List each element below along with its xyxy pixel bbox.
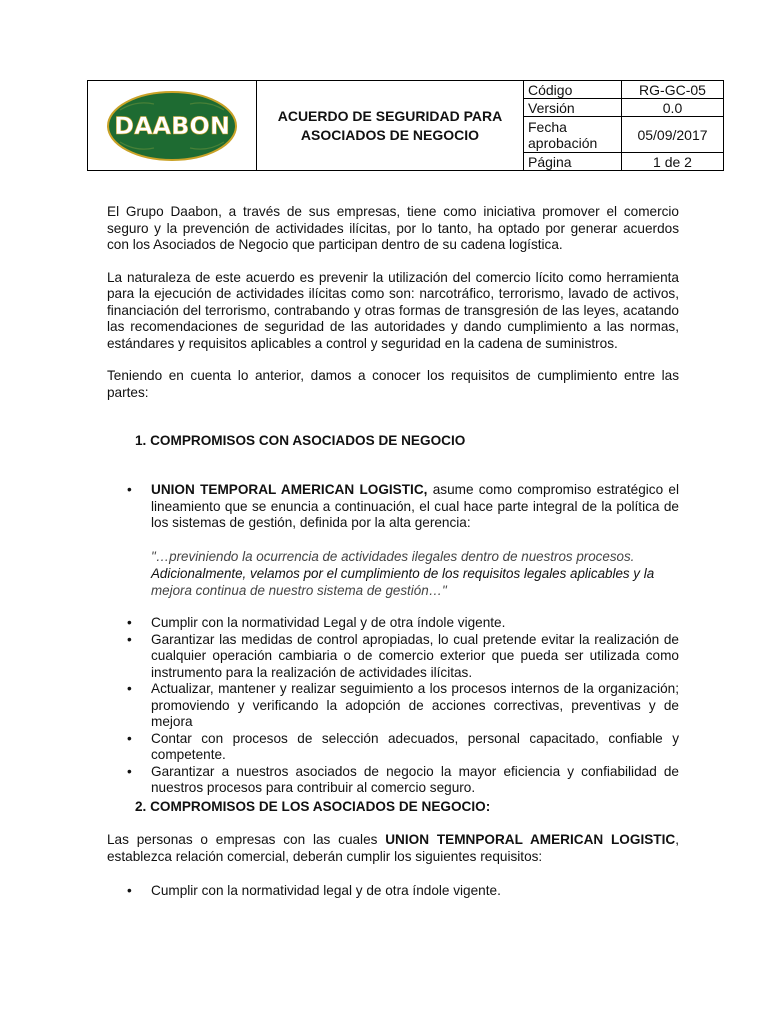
version-value: 0.0 (622, 99, 724, 117)
list-item (107, 632, 679, 682)
list-item-text: Garantizar a nuestros asociados de negocio la mayor eficiencia y confiabilidad de nuestros procesos para contribuir al comercio seguro. (151, 763, 679, 795)
document-title (257, 81, 524, 171)
bullet-icon: • (127, 763, 132, 779)
list-item (107, 482, 679, 532)
bullet-icon: • (127, 482, 132, 497)
pagina-label: Página (524, 153, 622, 171)
quote-line-1: "…previniendo la ocurrencia de actividades ilegales dentro de nuestros procesos. (151, 549, 635, 564)
list-item-text: Garantizar las medidas de control apropiadas, lo cual pretende evitar la realización de cualquier operación cambiaria o de comercio exterior que pueda ser utilizada como instrumento para la realización de actividades ilícitas. (151, 631, 679, 680)
title-line-1: ACUERDO DE SEGURIDAD PARA (277, 107, 503, 124)
policy-quote (151, 548, 681, 599)
bullet-icon: • (127, 883, 132, 898)
intro-paragraph-3: Teniendo en cuenta lo anterior, damos a conocer los requisitos de cumplimiento entre las partes: (107, 368, 679, 400)
company-name: UNION TEMNPORAL AMERICAN LOGISTIC (385, 832, 676, 847)
list-item (107, 681, 679, 731)
document-body (107, 204, 679, 417)
bullet-icon: • (127, 631, 132, 647)
daabon-logo (106, 90, 238, 162)
section-1-heading: 1. COMPROMISOS CON ASOCIADOS DE NEGOCIO (135, 433, 466, 448)
logo-text: DAABON (114, 111, 230, 140)
fecha-value: 05/09/2017 (622, 117, 724, 153)
intro-paragraph-1: El Grupo Daabon, a través de sus empresas, tiene como iniciativa promover el comercio seguro y la prevención de actividades ilícitas, por lo tanto, ha optado por generar acuerdos con los Asociados de Negocio que participan dentro de su cadena logística. (107, 204, 679, 252)
quote-line-3: mejora continua de nuestro sistema de gestión…" (151, 583, 447, 598)
document-header-table (87, 80, 724, 171)
fecha-label: Fecha aprobación (524, 117, 622, 153)
bullet-icon: • (127, 681, 132, 696)
company-name: UNION TEMPORAL AMERICAN LOGISTIC, (151, 482, 428, 497)
quote-line-2: Adicionalmente, velamos por el cumplimiento de los requisitos legales aplicables y la (151, 566, 655, 581)
section-2-heading: 2. COMPROMISOS DE LOS ASOCIADOS DE NEGOCIO: (135, 799, 491, 814)
lead-text-pre: Las personas o empresas con las cuales (107, 832, 386, 847)
logo-cell (88, 81, 257, 171)
section-1-list (107, 615, 679, 797)
list-item-text: Cumplir con la normatividad Legal y de otra índole vigente. (151, 615, 506, 630)
section-2-lead (107, 832, 679, 865)
list-item (107, 731, 679, 764)
version-label: Versión (524, 99, 622, 117)
list-item (107, 764, 679, 797)
lead-text: asume como compromiso estratégico el lineamiento que se enuncia a continuación, el cual hace parte integral de la política de los sistemas de gestión, definida por la alta gerencia: (151, 482, 680, 530)
section-2-list (107, 883, 679, 900)
bullet-icon: • (127, 615, 132, 630)
list-item-text: Cumplir con la normatividad legal y de otra índole vigente. (151, 883, 501, 898)
list-item (107, 615, 679, 632)
lead-text-post: , establezca relación comercial, deberán cumplir los siguientes requisitos: (107, 832, 679, 864)
intro-paragraph-2: La naturaleza de este acuerdo es prevenir la utilización del comercio lícito como herramienta para la ejecución de actividades ilícitas como son: narcotráfico, terrorismo, lavado de activos, financiación del terrorismo, contrabando y otras formas de transgresión de las leyes, acatando las recomendaciones de seguridad de las autoridades y dando cumplimiento a las normas, estándares y requisitos aplicables a control y seguridad en la cadena de suministros. (107, 269, 679, 351)
bullet-icon: • (127, 730, 132, 746)
title-line-2: ASOCIADOS DE NEGOCIO (300, 126, 480, 143)
section-1-lead (107, 482, 679, 532)
codigo-value: RG-GC-05 (622, 81, 724, 99)
list-item (107, 883, 679, 900)
list-item-text: Contar con procesos de selección adecuados, personal capacitado, confiable y competente. (151, 730, 679, 762)
list-item-text: Actualizar, mantener y realizar seguimiento a los procesos internos de la organización; promoviendo y verificando la adopción de acciones correctivas, preventivas y de mejora (151, 681, 679, 729)
codigo-label: Código (524, 81, 622, 99)
pagina-value: 1 de 2 (622, 153, 724, 171)
